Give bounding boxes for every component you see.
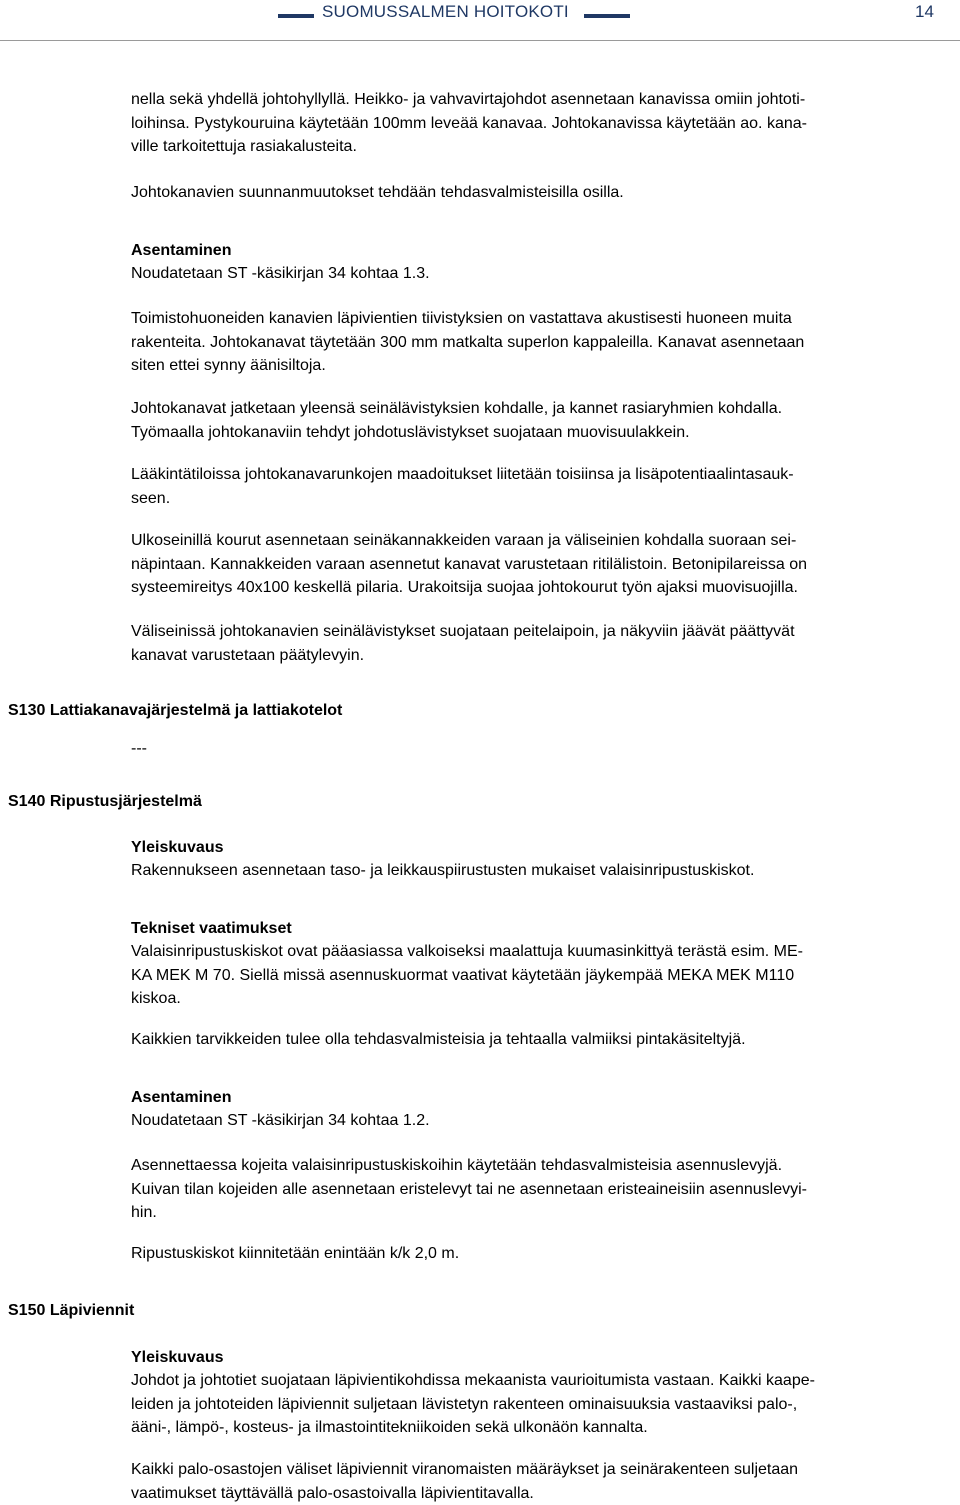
paragraph-laakintatilat: Lääkintätiloissa johtokanavarunkojen maadoitukset liitetään toisiinsa ja lisäpotentiaalintasauk- seen. <box>131 466 794 507</box>
paragraph-asennuslevyt: Asennettaessa kojeita valaisinripustuskiskoihin käytetään tehdasvalmisteisia asennuslevyjä. Kuivan tilan kojeiden alle asennetaan eristelevyt tai ne asennetaan eristeaineisiin asennuslevyi- hin. <box>131 1157 807 1221</box>
section-heading-s150: S150 Läpiviennit <box>8 1302 135 1319</box>
paragraph-johtohylly: nella sekä yhdellä johtohyllyllä. Heikko- ja vahvavirtajohdot asennetaan kanavissa omiin johtoti- loihinsa. Pystykouruina käytetään 100mm leveää kanavaa. Johtokanavissa käytetään ao. kana- ville tarkoitettuja rasiakalusteita. <box>131 91 807 155</box>
paragraph-jatkaminen: Johtokanavat jatketaan yleensä seinälävistyksien kohdalle, ja kannet rasiaryhmien kohdalla. Työmaalla johtokanaviin tehdyt johdotuslävistykset suojataan muovisuulakkein. <box>131 400 783 441</box>
header-divider <box>0 40 960 41</box>
paragraph-kiinnitys: Ripustuskiskot kiinnitetään enintään k/k 2,0 m. <box>131 1245 460 1262</box>
header-rule-right <box>584 14 630 18</box>
paragraph-valiseinat: Väliseinissä johtokanavien seinälävistykset suojataan peitelaipoin, ja näkyviin jäävät päättyvät kanavat varustetaan päätylevyin. <box>131 623 795 664</box>
section-heading-s130: S130 Lattiakanavajärjestelmä ja lattiakotelot <box>8 702 343 719</box>
paragraph-ripustuskiskot: Rakennukseen asennetaan taso- ja leikkauspiirustusten mukaiset valaisinripustuskiskot. <box>131 862 755 879</box>
paragraph-ulkoseinat: Ulkoseinillä kourut asennetaan seinäkannakkeiden varaan ja väliseinien kohdalla suoraan sei- näpintaan. Kannakkeiden varaan asennetut kanavat varustetaan ritilälistoin. Betonipilareissa on systeemireitys 40x100 keskellä pilaria. Urakoitsija suojaa johtokourut työn ajaksi muovisuojilla. <box>131 532 807 596</box>
heading-asentaminen-2: Asentaminen <box>131 1089 232 1106</box>
paragraph-meka: Valaisinripustuskiskot ovat pääasiassa valkoiseksi maalattuja kuumasinkittyä terästä esim. ME- KA MEK M 70. Siellä missä asennuskuormat vaativat käytetään jäykempää MEKA MEK M110 kiskoa. <box>131 943 803 1007</box>
heading-yleiskuvaus-2: Yleiskuvaus <box>131 1349 224 1366</box>
paragraph-palo-osastot: Kaikki palo-osastojen väliset läpiviennit viranomaisten määräykset ja seinärakenteen suljetaan vaatimukset täyttävällä palo-osastoivalla läpivientitavalla. <box>131 1461 799 1502</box>
header-title: SUOMUSSALMEN HOITOKOTI <box>322 2 569 21</box>
paragraph-st-kasikirja-2: Noudatetaan ST -käsikirjan 34 kohtaa 1.2. <box>131 1112 430 1129</box>
paragraph-suunnanmuutokset: Johtokanavien suunnanmuutokset tehdään tehdasvalmisteisilla osilla. <box>131 184 624 201</box>
heading-yleiskuvaus: Yleiskuvaus <box>131 839 224 856</box>
header-rule-left <box>278 14 314 18</box>
paragraph-toimistohuoneet: Toimistohuoneiden kanavien läpivientien tiivistyksien on vastattava akustisesti huoneen muita rakenteita. Johtokanavat täytetään 300 mm matkalta superlon kappaleilla. Kanavat asennetaan siten ettei synny äänisiltoja. <box>131 310 805 374</box>
paragraph-lapiviennit: Johdot ja johtotiet suojataan läpivientikohdissa mekaanista vaurioitumista vastaan. Kaikki kaape- leiden ja johtoteiden läpiviennit suljetaan lävistetyn rakenteen ominaisuuksia vastaaviksi palo-, ääni-, lämpö-, kosteus- ja ilmastointitekniikoiden sekä ulkonäön kannalta. <box>131 1372 815 1436</box>
heading-tekniset-vaatimukset: Tekniset vaatimukset <box>131 920 292 937</box>
section-heading-s140: S140 Ripustusjärjestelmä <box>8 793 202 810</box>
paragraph-tarvikkeet: Kaikkien tarvikkeiden tulee olla tehdasvalmisteisia ja tehtaalla valmiiksi pintakäsiteltyjä. <box>131 1031 746 1048</box>
heading-asentaminen: Asentaminen <box>131 242 232 259</box>
paragraph-st-kasikirja: Noudatetaan ST -käsikirjan 34 kohtaa 1.3. <box>131 265 430 282</box>
placeholder-dash: --- <box>131 740 147 757</box>
page-number: 14 <box>915 2 934 21</box>
